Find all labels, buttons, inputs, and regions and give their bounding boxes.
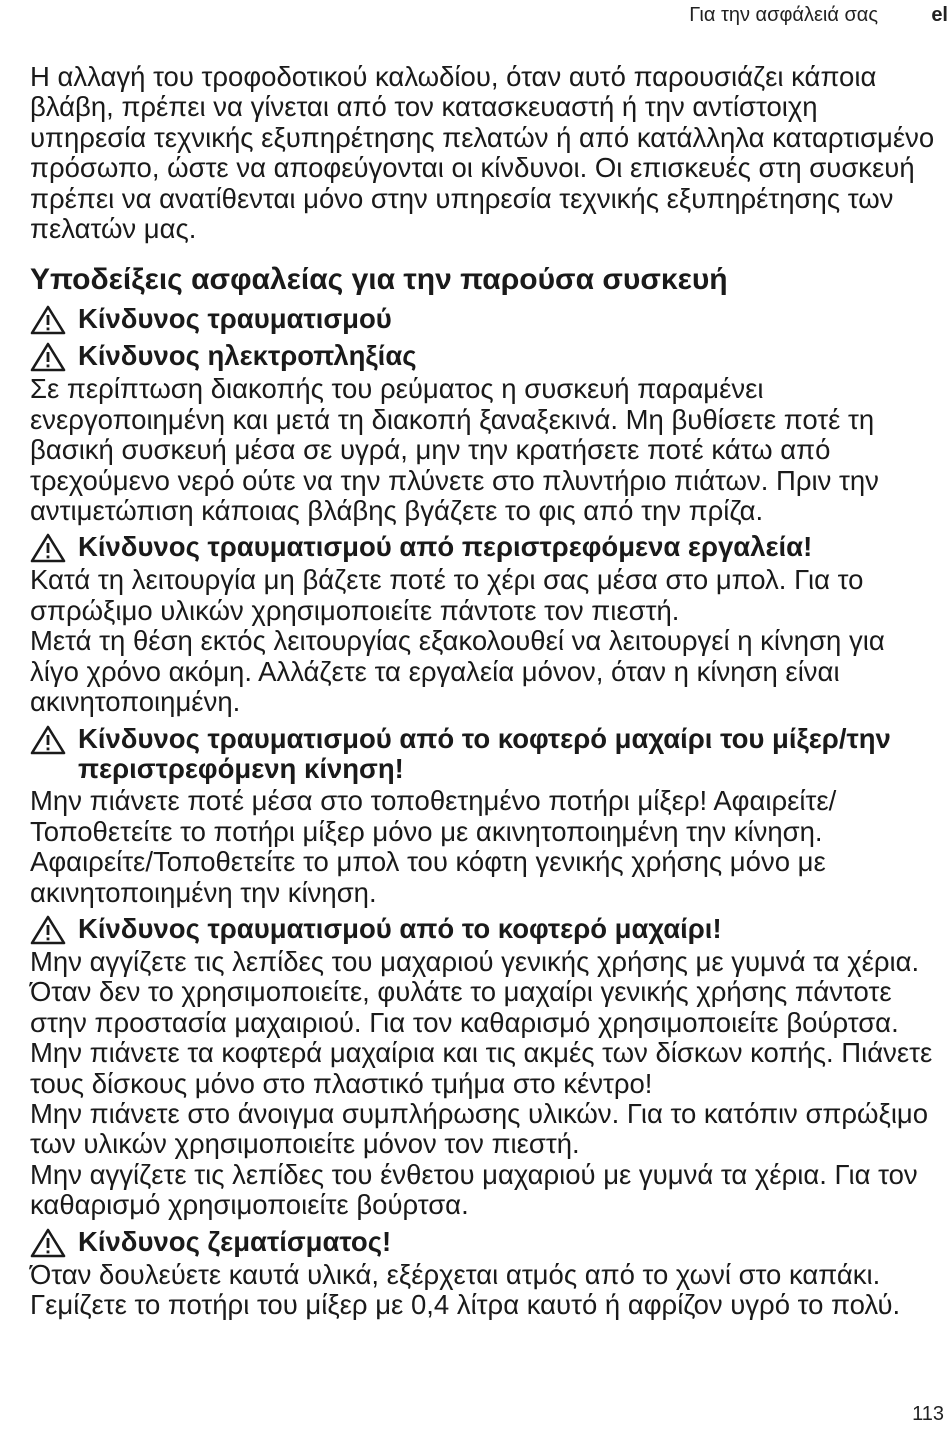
warning-body: Μην πιάνετε τα κοφτερά μαχαίρια και τις ακμές των δίσκων κοπής. Πιάνετε τους δίσκους μόνο στο πλαστικό τμήμα στο κέντρο!: [30, 1037, 933, 1099]
warning-injury: [30, 304, 935, 335]
warning-body: Μην αγγίζετε τις λεπίδες του μαχαριού γενικής χρήσης με γυμνά τα χέρια. Όταν δεν το χρησιμοποιείτε, φυλάτε το μαχαίρι γενικής χρήσης πάντοτε στην προστασία μαχαιριού. Για τον καθαρισμό χρησιμοποιείτε βούρτσα.: [30, 945, 920, 1038]
page-header: [0, 4, 950, 32]
warning-title: Κίνδυνος ζεματίσματος!: [78, 1225, 392, 1257]
warning-title: Κίνδυνος τραυματισμού από περιστρεφόμενα εργαλεία!: [78, 531, 813, 563]
intro-paragraph: Η αλλαγή του τροφοδοτικού καλωδίου, όταν αυτό παρουσιάζει κάποια βλάβη, πρέπει να γίνεται από τον κατασκευαστή ή την αντίστοιχη υπηρεσία τεχνικής εξυπηρέτησης πελατών ή από κατάλληλα καταρτισμένο πρόσωπο, ώστε να αποφεύγονται οι κίνδυνοι. Οι επισκευές στη συσκευή πρέπει να ανατίθενται μόνο στην υπηρεσία τεχνικής εξυπηρέτησης των πελατών μας.: [30, 61, 935, 245]
warning-triangle-icon: [30, 305, 66, 335]
warning-rotating-tools: [30, 532, 935, 563]
warning-body: Μην πιάνετε ποτέ μέσα στο τοποθετημένο ποτήρι μίξερ! Αφαιρείτε/Τοποθετείτε το ποτήρι μίξερ μόνο με ακινητοποιημένη την κίνηση. Αφαιρείτε/Τοποθετείτε το μπολ του κόφτη γενικής χρήσης μόνο με ακινητοποιημένη την κίνηση.: [30, 785, 837, 908]
warning-body: Σε περίπτωση διακοπής του ρεύματος η συσκευή παραμένει ενεργοποιημένη και μετά τη διακοπή ξαναξεκινά. Μη βυθίσετε ποτέ τη βασική συσκευή μέσα σε υγρά, μην την κρατήσετε ποτέ κάτω από τρεχούμενο νερό ούτε να την πλύνετε στο πλυντήριο πιάτων. Πριν την αντιμετώπιση κάποιας βλάβης βγάζετε το φις από την πρίζα.: [30, 373, 879, 527]
warning-triangle-icon: [30, 915, 66, 945]
header-section-title: Για την ασφάλειά σας: [689, 4, 878, 26]
warning-triangle-icon: [30, 725, 66, 755]
warning-scalding: [30, 1227, 935, 1258]
warning-body: Μετά τη θέση εκτός λειτουργίας εξακολουθεί να λειτουργεί η κίνηση για λίγο χρόνο ακόμη. Αλλάζετε τα εργαλεία μόνον, όταν η κίνηση είναι ακινητοποιημένη.: [30, 625, 885, 718]
warning-triangle-icon: [30, 342, 66, 372]
warning-title: Κίνδυνος τραυματισμού: [78, 303, 392, 335]
section-heading: Υποδείξεις ασφαλείας για την παρούσα συσκευή: [30, 263, 728, 297]
page-number: 113: [912, 1403, 944, 1425]
warning-body: Όταν δουλεύετε καυτά υλικά, εξέρχεται ατμός από το χωνί στο καπάκι. Γεμίζετε το ποτήρι του μίξερ με 0,4 λίτρα καυτό ή αφρίζον υγρό το πολύ.: [30, 1258, 901, 1320]
warning-body: Μην αγγίζετε τις λεπίδες του ένθετου μαχαριού με γυμνά τα χέρια. Για τον καθαρισμό χρησιμοποιείτε βούρτσα.: [30, 1158, 918, 1221]
warning-body: Μην πιάνετε στο άνοιγμα συμπλήρωσης υλικών. Για το κατόπιν σπρώξιμο των υλικών χρησιμοποιείτε μόνον τον πιεστή.: [30, 1097, 929, 1160]
warning-title: Κίνδυνος ηλεκτροπληξίας: [78, 340, 417, 372]
warning-title: Κίνδυνος τραυματισμού από το κοφτερό μαχαίρι του μίξερ/την περιστρεφόμενη κίνηση!: [78, 722, 891, 784]
warning-triangle-icon: [30, 533, 66, 563]
warning-body: Κατά τη λειτουργία μη βάζετε ποτέ το χέρι σας μέσα στο μπολ. Για το σπρώξιμο υλικών χρησιμοποιείτε πάντοτε τον πιεστή.: [30, 564, 864, 626]
document-body: [30, 62, 935, 1320]
header-language-code: el: [931, 4, 948, 26]
warning-electric-shock: [30, 341, 935, 372]
warning-blender-knife: [30, 724, 935, 785]
warning-sharp-knife: [30, 914, 935, 945]
warning-title: Κίνδυνος τραυματισμού από το κοφτερό μαχαίρι!: [78, 912, 722, 944]
warning-triangle-icon: [30, 1228, 66, 1258]
